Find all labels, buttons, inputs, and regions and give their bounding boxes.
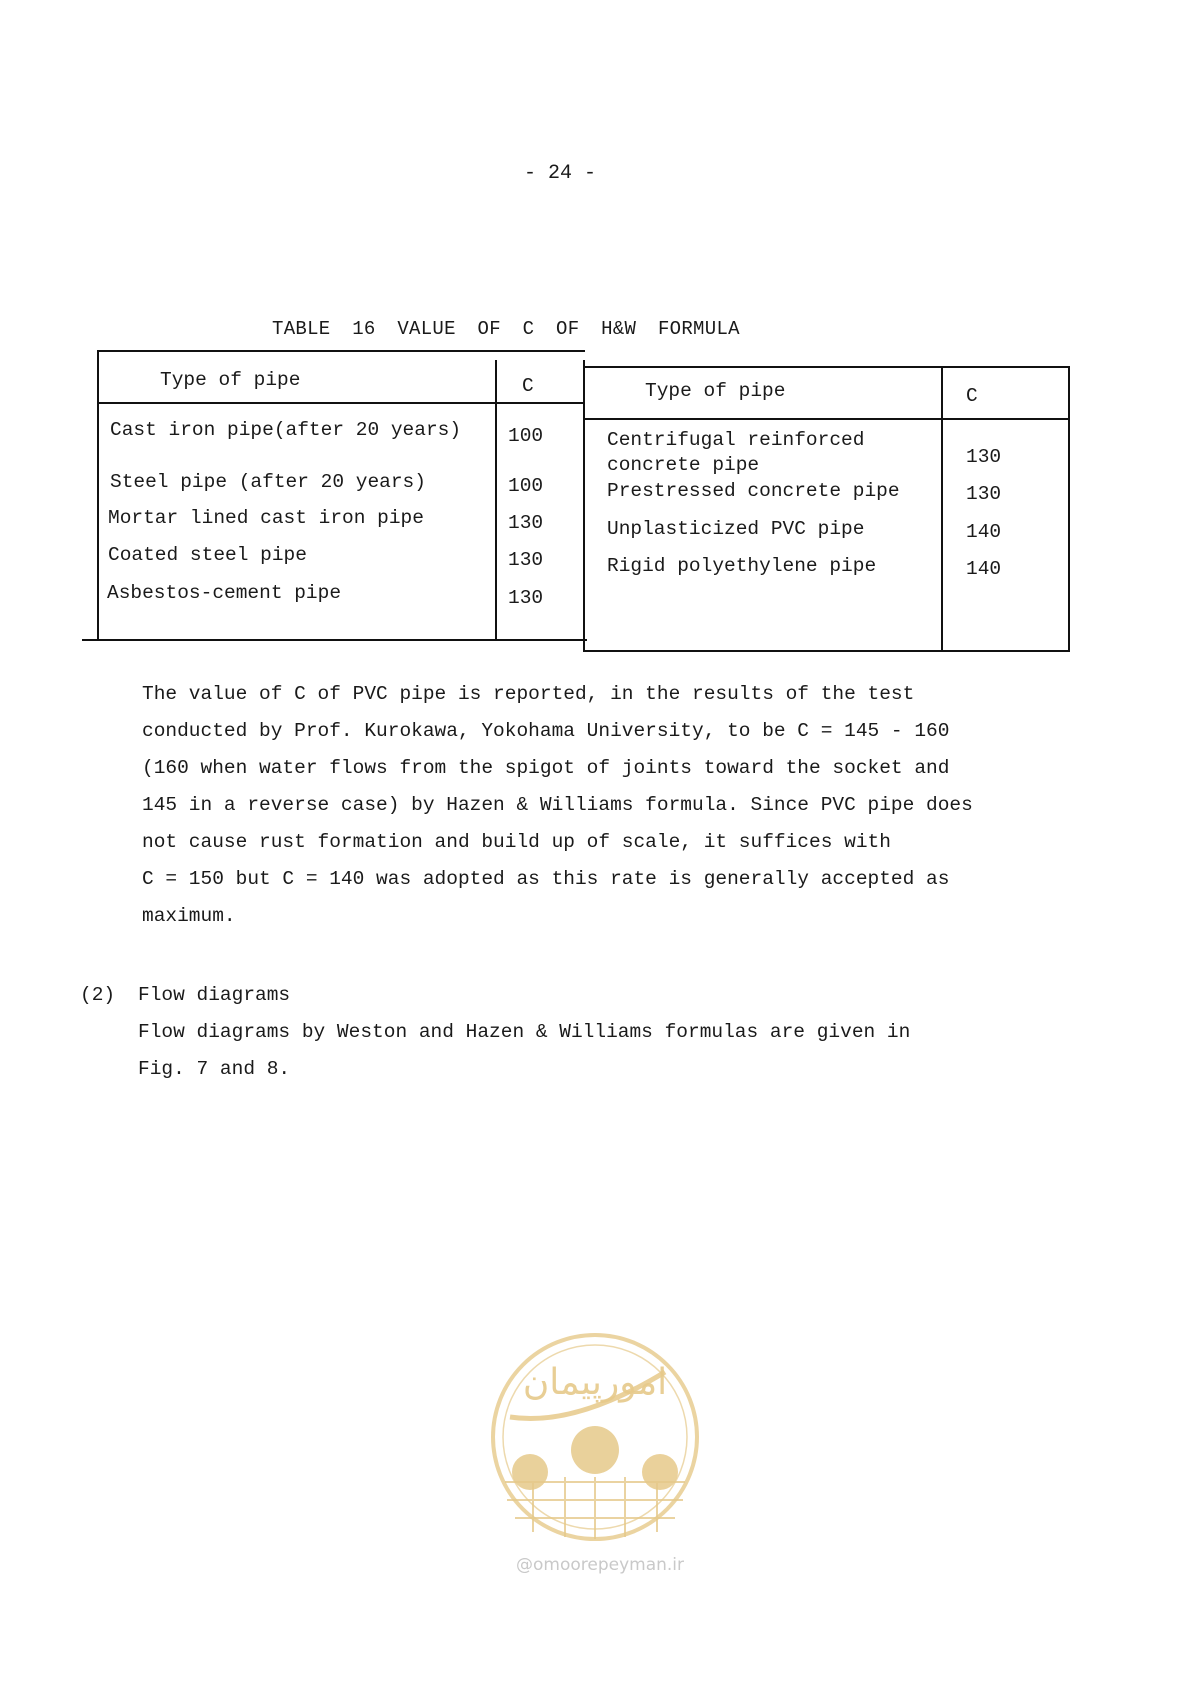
table-vline-4 bbox=[941, 366, 943, 652]
right-header-type: Type of pipe bbox=[645, 380, 786, 402]
left-row-type: Asbestos-cement pipe bbox=[107, 582, 342, 604]
right-row-type-line2: concrete pipe bbox=[607, 454, 760, 476]
left-row-c: 100 bbox=[508, 475, 544, 497]
right-row-c: 140 bbox=[966, 558, 1002, 580]
left-header-c: C bbox=[522, 375, 534, 397]
section-line: Flow diagrams by Weston and Hazen & Williams formulas are given in bbox=[138, 1021, 911, 1043]
table-bottom-rule-left bbox=[82, 639, 587, 641]
watermark-url: @omoorepeyman.ir bbox=[515, 1555, 685, 1575]
left-row-c: 130 bbox=[508, 512, 544, 534]
right-row-type: Prestressed concrete pipe bbox=[607, 480, 900, 502]
table-vline-3 bbox=[583, 360, 585, 652]
watermark-logo-lettering: امورپیمان bbox=[522, 1362, 668, 1403]
page-number: - 24 - bbox=[523, 162, 596, 185]
table-vline-5 bbox=[1068, 366, 1070, 652]
right-row-type-line1: Centrifugal reinforced bbox=[607, 429, 865, 451]
section-line: Fig. 7 and 8. bbox=[138, 1058, 291, 1080]
table-top-rule-left bbox=[97, 350, 585, 352]
paragraph-line: 145 in a reverse case) by Hazen & Williams formula. Since PVC pipe does bbox=[142, 794, 973, 816]
table-header-rule-right bbox=[585, 418, 1070, 420]
right-row-type: Rigid polyethylene pipe bbox=[607, 555, 877, 577]
right-header-c: C bbox=[966, 385, 978, 407]
paragraph-line: not cause rust formation and build up of scale, it suffices with bbox=[142, 831, 891, 853]
section-heading: Flow diagrams bbox=[138, 984, 291, 1006]
left-row-c: 130 bbox=[508, 587, 544, 609]
table-header-rule-left bbox=[97, 402, 585, 404]
table-vline-2 bbox=[495, 360, 497, 640]
left-row-type: Cast iron pipe(after 20 years) bbox=[110, 419, 462, 441]
paragraph-line: conducted by Prof. Kurokawa, Yokohama University, to be C = 145 - 160 bbox=[142, 720, 950, 742]
left-header-type: Type of pipe bbox=[160, 369, 301, 391]
left-row-type: Steel pipe (after 20 years) bbox=[110, 471, 426, 493]
body-paragraph bbox=[142, 676, 1062, 935]
left-row-c: 100 bbox=[508, 425, 544, 447]
paragraph-line: C = 150 but C = 140 was adopted as this rate is generally accepted as bbox=[142, 868, 950, 890]
left-row-type: Coated steel pipe bbox=[108, 544, 307, 566]
right-row-c: 130 bbox=[966, 446, 1002, 468]
right-row-c: 140 bbox=[966, 521, 1002, 543]
table-top-rule-right bbox=[585, 366, 1070, 368]
right-row-c: 130 bbox=[966, 483, 1002, 505]
left-row-type: Mortar lined cast iron pipe bbox=[108, 507, 424, 529]
watermark-logo bbox=[485, 1332, 705, 1572]
paragraph-line: maximum. bbox=[142, 905, 236, 927]
table-bottom-rule-right bbox=[585, 650, 1070, 652]
paragraph-line: The value of C of PVC pipe is reported, in the results of the test bbox=[142, 683, 915, 705]
table-title: TABLE 16 VALUE OF C OF H&W FORMULA bbox=[272, 318, 740, 340]
table-vline-1 bbox=[97, 350, 99, 639]
section-number: (2) bbox=[80, 984, 116, 1006]
right-row-type: Unplasticized PVC pipe bbox=[607, 518, 865, 540]
left-row-c: 130 bbox=[508, 549, 544, 571]
paragraph-line: (160 when water flows from the spigot of joints toward the socket and bbox=[142, 757, 950, 779]
section-flow-diagrams bbox=[80, 977, 910, 1088]
